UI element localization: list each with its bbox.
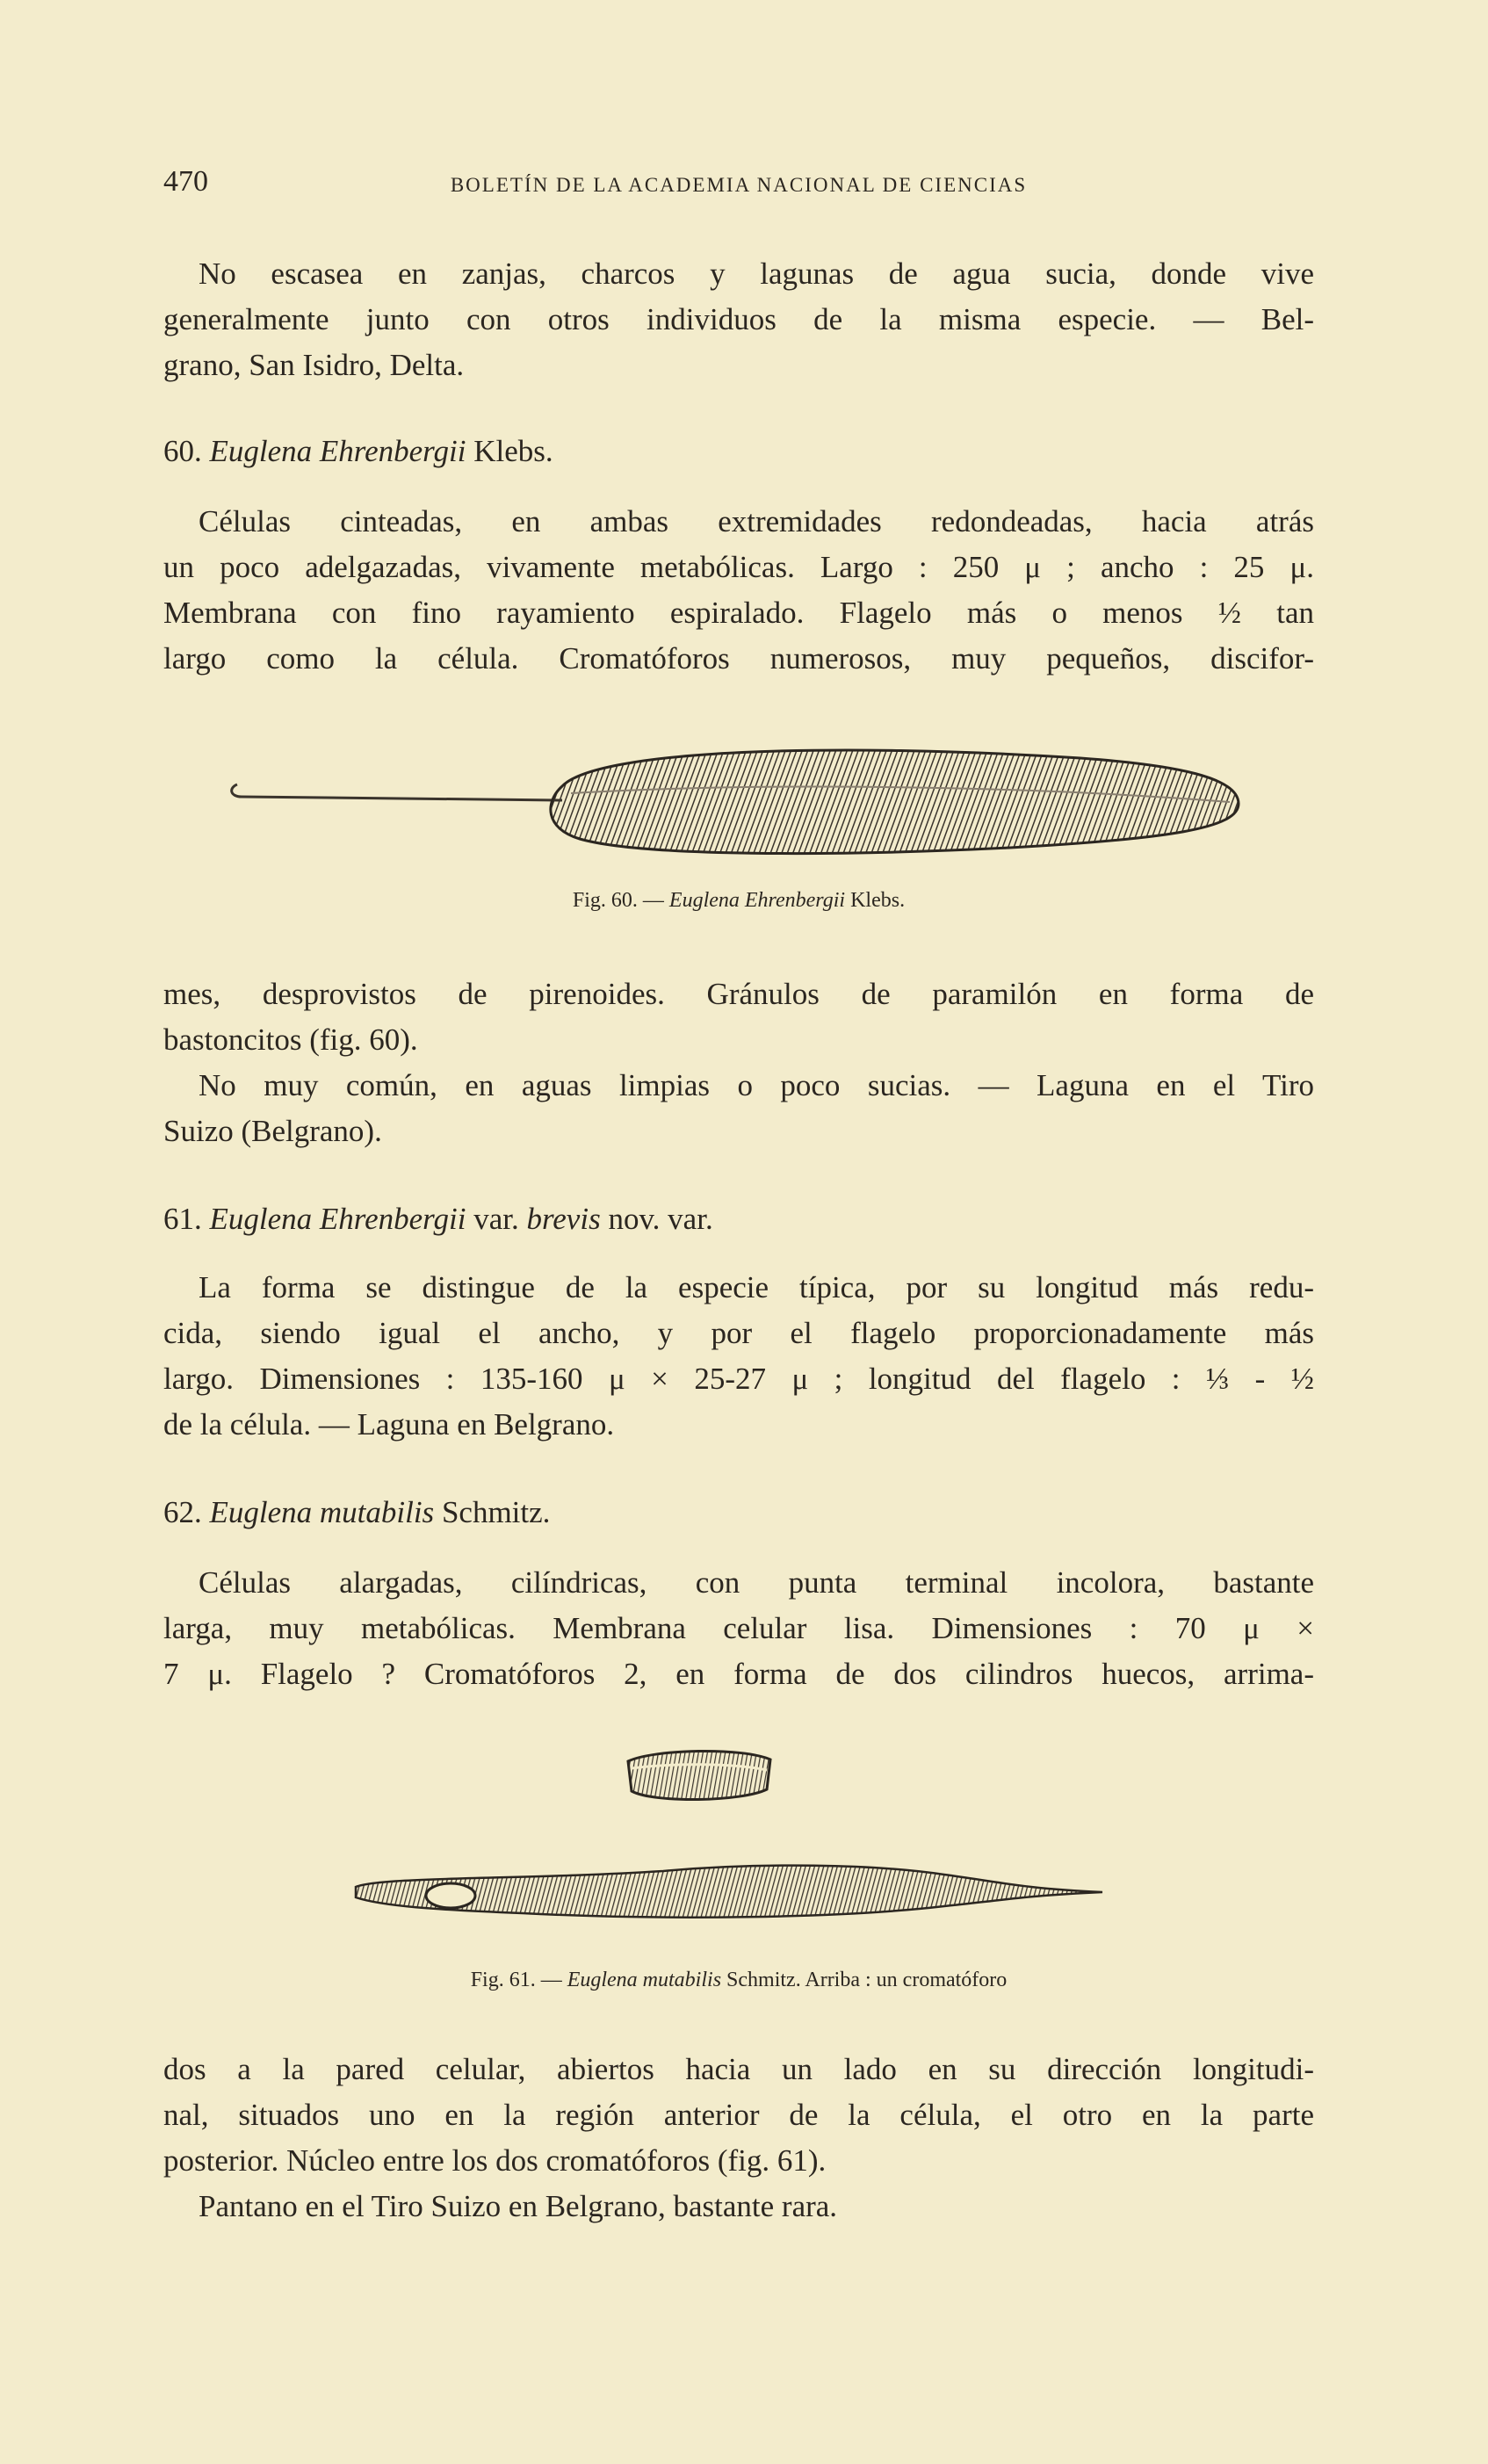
text-line: de la célula. — Laguna en Belgrano. xyxy=(163,1407,615,1442)
figure-author: Klebs. xyxy=(850,889,906,912)
text-line: posterior. Núcleo entre los dos cromatóforos (fig. 61). xyxy=(163,2143,827,2178)
figure-61-chromatophore-illustration xyxy=(619,1744,777,1807)
paragraph-continuation-62 xyxy=(163,2047,1314,2229)
species-name: Euglena Ehrenbergii xyxy=(209,1202,466,1236)
figure-60-caption xyxy=(163,889,1314,913)
figure-species: Euglena Ehrenbergii xyxy=(668,889,846,912)
species-author: Schmitz. xyxy=(441,1495,551,1529)
species-tail: nov. var. xyxy=(608,1202,713,1236)
figure-species: Euglena mutabilis xyxy=(567,1969,722,1991)
text-line: cida, siendo igual el ancho, y por el flagelo proporcionadamente más xyxy=(163,1316,1314,1350)
paragraph-description-61 xyxy=(163,1265,1314,1448)
text-line: La forma se distingue de la especie típica, por su longitud más redu- xyxy=(199,1270,1314,1304)
text-line: Células cinteadas, en ambas extremidades redondeadas, hacia atrás xyxy=(199,504,1314,538)
text-line: bastoncitos (fig. 60). xyxy=(163,1022,418,1057)
species-author: Klebs. xyxy=(473,434,553,468)
text-line: un poco adelgazadas, vivamente metabólicas. Largo : 250 μ ; ancho : 25 μ. xyxy=(163,550,1314,584)
species-var: var. xyxy=(473,1202,519,1236)
paragraph-continuation-60 xyxy=(163,972,1314,1154)
text-line: largo. Dimensiones : 135-160 μ × 25-27 μ ; longitud del flagelo : ⅓ - ½ xyxy=(163,1362,1314,1396)
text-line: Células alargadas, cilíndricas, con punta terminal incolora, bastante xyxy=(199,1565,1314,1600)
text-line: No escasea en zanjas, charcos y lagunas de agua sucia, donde vive xyxy=(199,257,1314,291)
figure-label: Fig. 61. — xyxy=(470,1969,562,1991)
page-number: 470 xyxy=(163,165,208,198)
text-line: dos a la pared celular, abiertos hacia un lado en su dirección longitudi- xyxy=(163,2052,1314,2086)
text-line: generalmente junto con otros individuos de la misma especie. — Bel- xyxy=(163,302,1314,336)
text-line: largo como la célula. Cromatóforos numerosos, muy pequeños, discifor- xyxy=(163,641,1314,676)
paragraph-description-62 xyxy=(163,1560,1314,1697)
figure-60-illustration xyxy=(220,716,1247,874)
species-number: 61. xyxy=(163,1202,202,1236)
text-line: Suizo (Belgrano). xyxy=(163,1114,382,1148)
text-line: grano, San Isidro, Delta. xyxy=(163,348,465,382)
species-heading-61 xyxy=(163,1196,1314,1242)
species-number: 62. xyxy=(163,1495,202,1529)
text-line: Pantano en el Tiro Suizo en Belgrano, bastante rara. xyxy=(199,2189,838,2223)
text-line: nal, situados uno en la región anterior de la célula, el otro en la parte xyxy=(163,2098,1314,2132)
species-number: 60. xyxy=(163,434,202,468)
journal-title: BOLETÍN DE LA ACADEMIA NACIONAL DE CIENCIAS xyxy=(450,174,1028,196)
species-name: Euglena Ehrenbergii xyxy=(209,434,466,468)
figure-caption-rest: Schmitz. Arriba : un cromatóforo xyxy=(726,1969,1008,1991)
text-line: mes, desprovistos de pirenoides. Gránulos de paramilón en forma de xyxy=(163,977,1314,1011)
figure-61-cell-illustration xyxy=(347,1845,1111,1941)
species-heading-60 xyxy=(163,429,1314,474)
text-line: 7 μ. Flagelo ? Cromatóforos 2, en forma de dos cilindros huecos, arrima- xyxy=(163,1657,1314,1691)
running-header xyxy=(163,165,1314,218)
figure-61-caption xyxy=(163,1969,1314,1992)
text-line: No muy común, en aguas limpias o poco sucias. — Laguna en el Tiro xyxy=(199,1068,1314,1102)
species-heading-62 xyxy=(163,1490,1314,1535)
figure-label: Fig. 60. — xyxy=(572,889,664,912)
variety-name: brevis xyxy=(526,1202,601,1236)
text-line: Membrana con fino rayamiento espiralado. Flagelo más o menos ½ tan xyxy=(163,596,1314,630)
paragraph-description-60 xyxy=(163,499,1314,682)
paragraph-habitat xyxy=(163,251,1314,388)
text-line: larga, muy metabólicas. Membrana celular lisa. Dimensiones : 70 μ × xyxy=(163,1611,1314,1645)
species-name: Euglena mutabilis xyxy=(209,1495,435,1529)
